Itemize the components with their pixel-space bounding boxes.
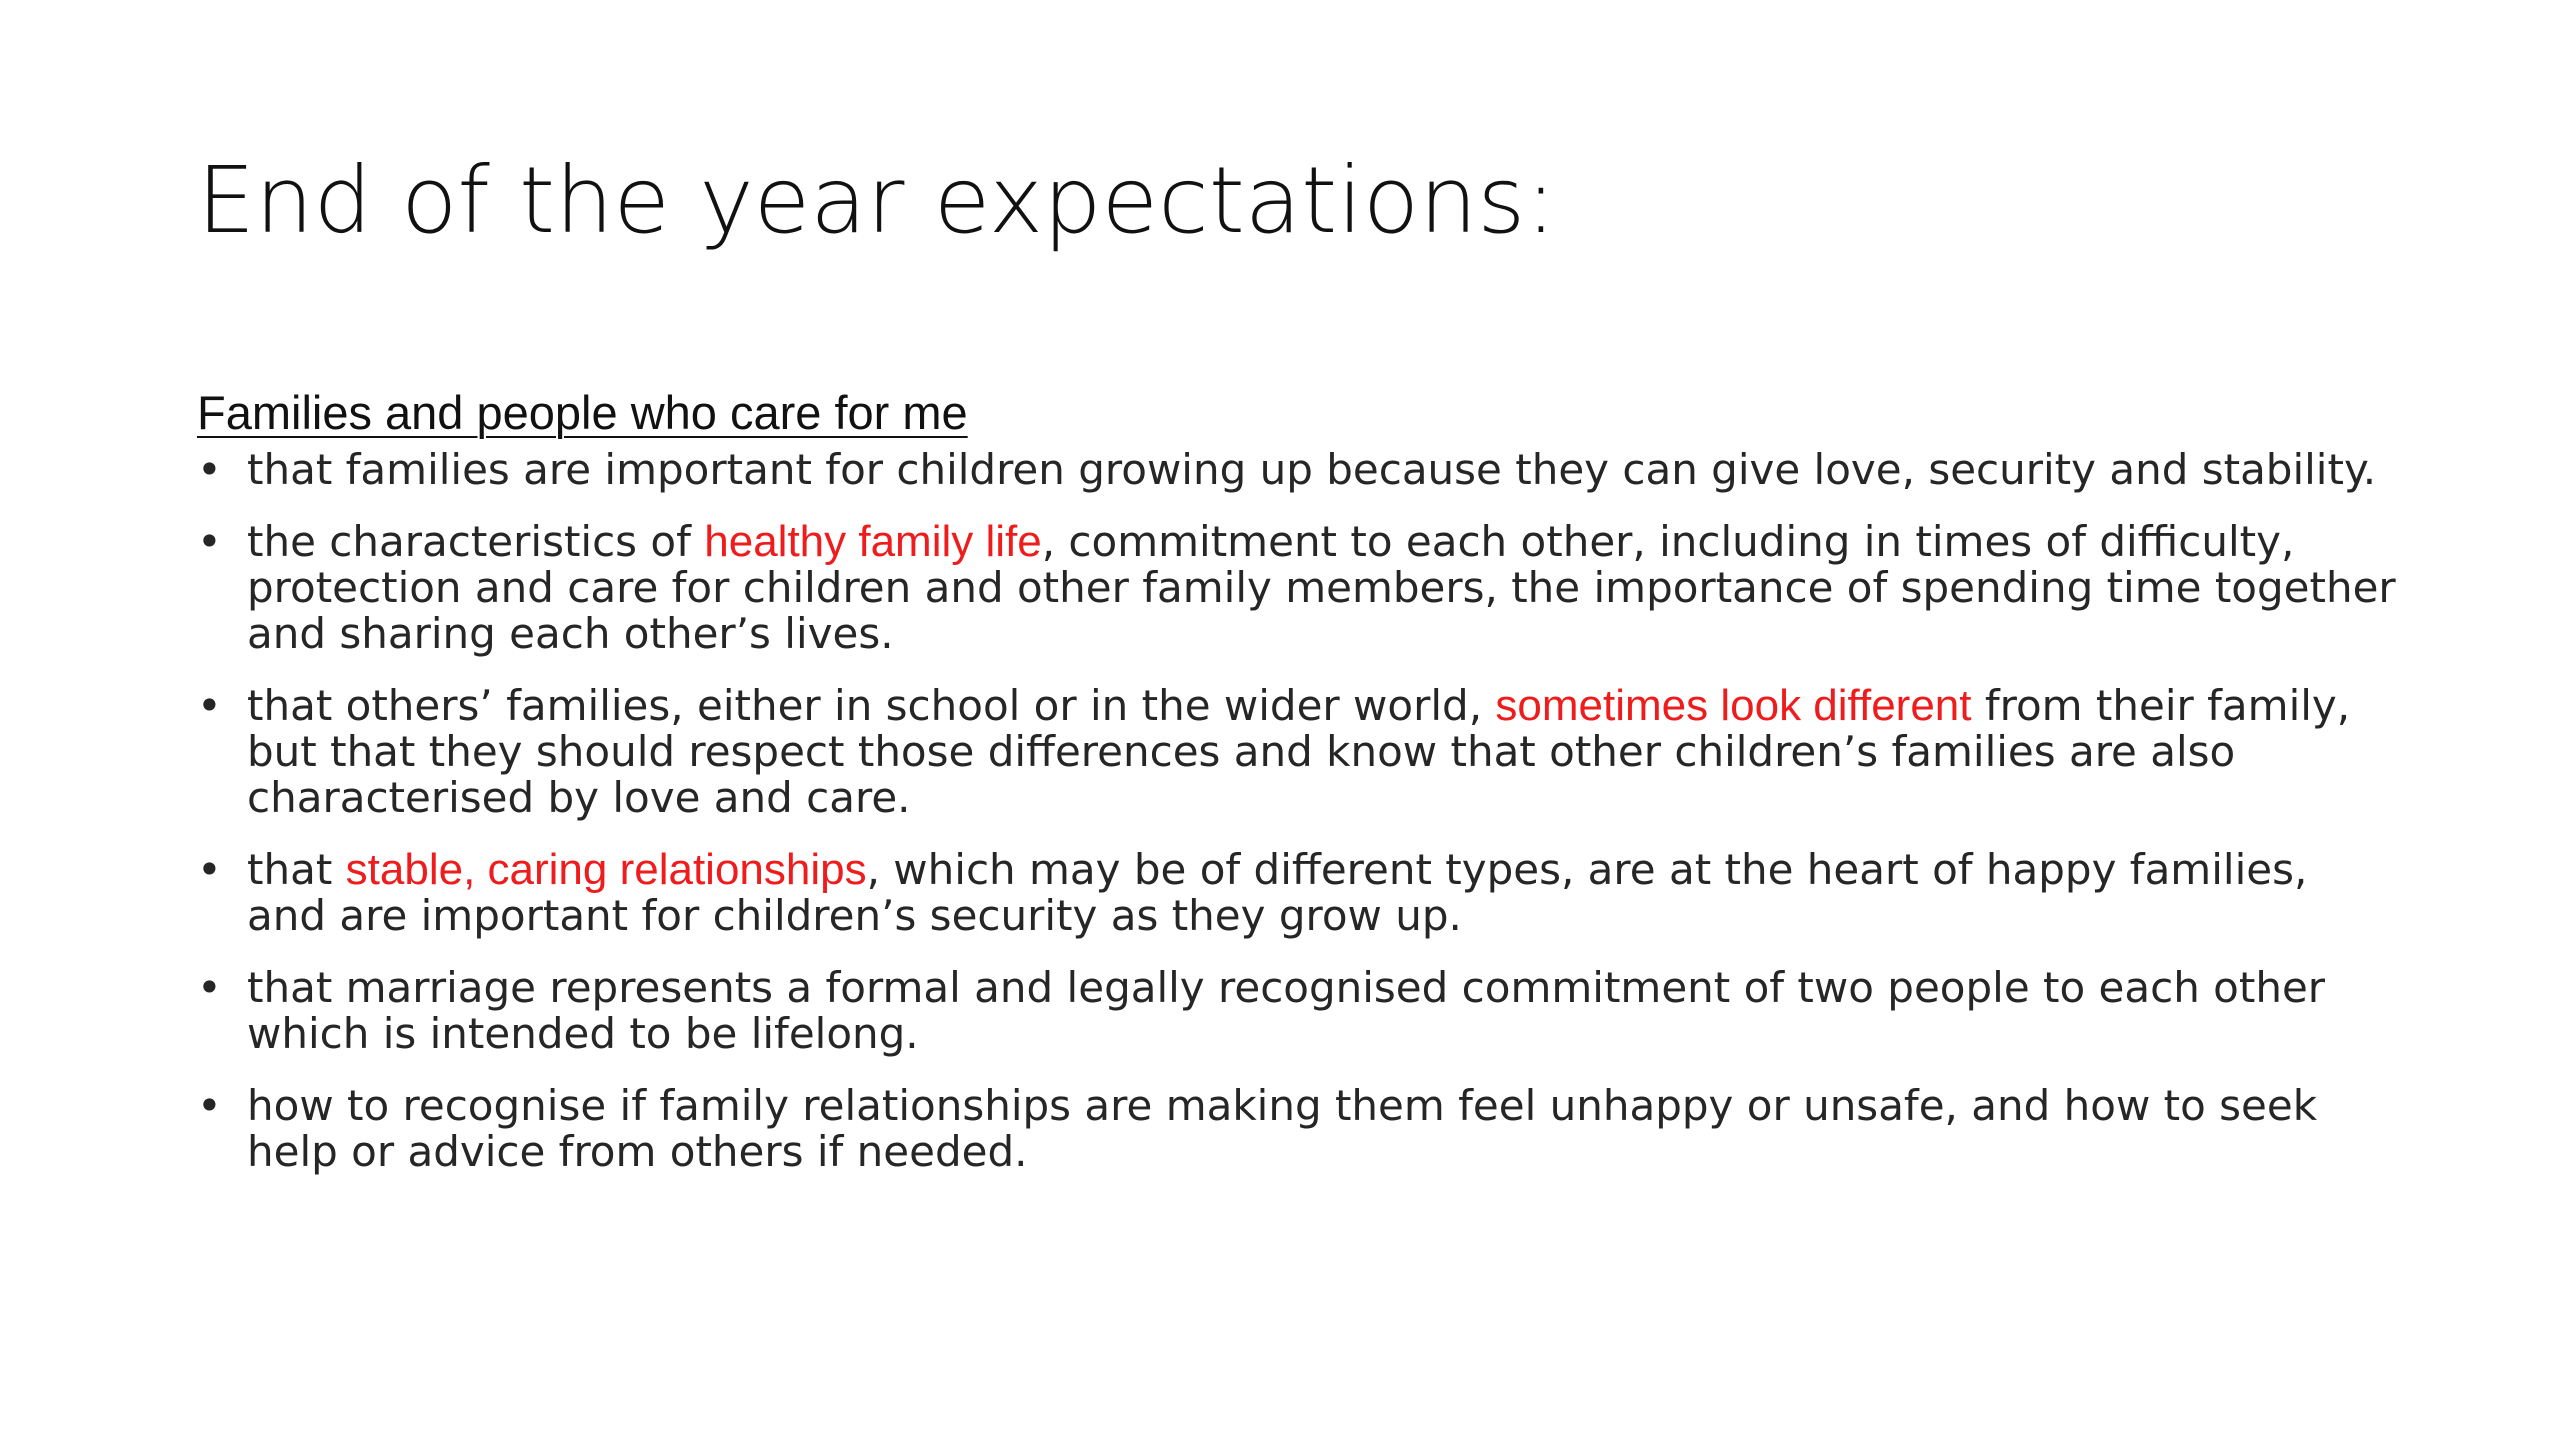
section-subheading: Families and people who care for me bbox=[197, 386, 968, 439]
bullet-text-after: from their family, but that they should respect those differences and know that other children’s families are also characterised by love and care. bbox=[247, 681, 2351, 822]
bullet-text: the characteristics of bbox=[247, 517, 705, 566]
bullet-icon: • bbox=[197, 681, 222, 730]
bullet-icon: • bbox=[197, 517, 222, 566]
bullet-text: that others’ families, either in school or in the wider world, bbox=[247, 681, 1496, 730]
bullet-text: that families are important for children growing up because they can give love, security and stability. bbox=[247, 445, 2377, 494]
bullet-item bbox=[197, 683, 2397, 821]
bullet-text-after: , which may be of different types, are at the heart of happy families, and are important for children’s security as they grow up. bbox=[247, 845, 2308, 940]
bullet-icon: • bbox=[197, 1081, 222, 1130]
bullet-text: that marriage represents a formal and legally recognised commitment of two people to each other which is intended to be lifelong. bbox=[247, 963, 2326, 1058]
bullet-item bbox=[197, 519, 2397, 657]
bullet-text: how to recognise if family relationships are making them feel unhappy or unsafe, and how to seek help or advice from others if needed. bbox=[247, 1081, 2318, 1176]
slide-content bbox=[197, 383, 2397, 1201]
bullet-text-after: , commitment to each other, including in times of difficulty, protection and care for children and other family members, the importance of spending time together and sharing each other’s lives. bbox=[247, 517, 2396, 658]
bullet-list bbox=[197, 447, 2397, 1175]
bullet-icon: • bbox=[197, 845, 222, 894]
bullet-highlight: sometimes look different bbox=[1495, 681, 1972, 730]
bullet-icon: • bbox=[197, 963, 222, 1012]
bullet-item bbox=[197, 1083, 2397, 1175]
slide-title: End of the year expectations: bbox=[197, 147, 1557, 254]
bullet-text: that bbox=[247, 845, 346, 894]
bullet-icon: • bbox=[197, 445, 222, 494]
bullet-highlight: healthy family life bbox=[704, 517, 1042, 566]
bullet-highlight: stable, caring relationships bbox=[345, 845, 867, 894]
bullet-item bbox=[197, 965, 2397, 1057]
bullet-item bbox=[197, 847, 2397, 939]
bullet-item bbox=[197, 447, 2397, 493]
